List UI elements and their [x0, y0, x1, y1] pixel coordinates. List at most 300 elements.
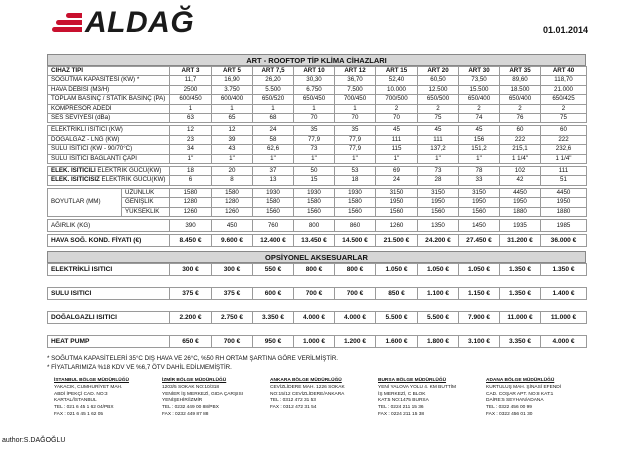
cell-value: 4.000 €: [335, 312, 376, 324]
cell-value: 137,2: [418, 145, 459, 154]
cell-value: 375 €: [212, 288, 253, 300]
cell-value: 450: [212, 220, 253, 232]
cell-value: 75: [541, 114, 587, 123]
cell-value: 1450: [459, 220, 500, 232]
cell-value: 13.450 €: [294, 235, 335, 247]
row-label: SULU ISITICI BAĞLANTI ÇAPI: [48, 154, 170, 163]
cell-value: 18: [335, 176, 376, 185]
office-line: DAİRE:5 SEYHAN/ADANA: [486, 398, 544, 404]
cell-value: 63: [170, 114, 212, 123]
model-header: ART 40: [541, 67, 587, 76]
cell-value: 1.800 €: [418, 336, 459, 348]
cell-value: 390: [170, 220, 212, 232]
table-row: [48, 145, 587, 154]
cell-value: 8: [212, 176, 253, 185]
office-title: İZMİR BÖLGE MÜDÜRLÜĞÜ: [162, 378, 227, 383]
row-label: BOYUTLAR (MM): [48, 188, 122, 216]
accessory-row: [48, 288, 587, 300]
cell-value: 14.500 €: [335, 235, 376, 247]
cell-value: 35: [335, 126, 376, 135]
cell-value: 3.350 €: [500, 336, 541, 348]
footnote: * FİYATLARIMIZA %18 KDV VE %6,7 ÖTV DAHİL EDİLMEMİŞTİR.: [47, 364, 232, 371]
office-block: [54, 378, 162, 419]
cell-value: 151,2: [459, 145, 500, 154]
cell-value: 1": [294, 154, 335, 163]
cell-value: 30,30: [294, 76, 335, 85]
office-line: TEL : 0224 211 15 36: [378, 405, 424, 411]
table-row: [48, 76, 587, 85]
cell-value: 43: [212, 145, 253, 154]
cell-value: 1": [376, 154, 418, 163]
office-line: ABDİ İPEKÇİ CAD. NO:3: [54, 391, 108, 397]
cell-value: 1930: [294, 188, 335, 197]
office-line: KAT:5 NO:1475 BURSA: [378, 398, 429, 404]
cell-value: 1880: [541, 207, 587, 216]
cell-value: 1260: [170, 207, 212, 216]
cell-value: 1: [170, 104, 212, 113]
table-row: [48, 207, 587, 216]
cell-value: 222: [500, 135, 541, 144]
cell-value: 70: [294, 114, 335, 123]
cell-value: 700/500: [376, 95, 418, 104]
table-row: [48, 220, 587, 232]
cell-value: 4450: [500, 188, 541, 197]
office-block: [486, 378, 594, 419]
cell-value: 1.350 €: [541, 264, 587, 276]
cell-value: 1.050 €: [418, 264, 459, 276]
row-label: AĞIRLIK (KG): [48, 220, 170, 232]
cell-value: 74: [459, 114, 500, 123]
table-row: [48, 188, 587, 197]
office-line: FAX : 0312 472 31 54: [270, 405, 317, 411]
row-sublabel: UZUNLUK: [122, 188, 170, 197]
cell-value: 3.750: [212, 85, 253, 94]
office-line: KARTAL/İSTANBUL: [54, 398, 97, 404]
office-line: CEVİZLİDERE MAH. 1226 SOKAK: [270, 384, 345, 390]
cell-value: 60: [500, 126, 541, 135]
cell-value: 73: [294, 145, 335, 154]
cell-value: 1": [459, 154, 500, 163]
row-label: ELEKTRİKLİ ISITICI (KW): [48, 126, 170, 135]
cell-value: 2: [418, 104, 459, 113]
office-title: İSTANBUL BÖLGE MÜDÜRLÜĞÜ: [54, 378, 129, 383]
cell-value: 3150: [418, 188, 459, 197]
cell-value: 12.500: [418, 85, 459, 94]
row-label: HAVA DEBİSİ (M3/H): [48, 85, 170, 94]
cell-value: 1: [253, 104, 294, 113]
cell-value: 21.000: [541, 85, 587, 94]
cell-value: 1935: [500, 220, 541, 232]
cell-value: 73,50: [459, 76, 500, 85]
cell-value: 1560: [335, 207, 376, 216]
cell-value: 1280: [212, 198, 253, 207]
model-header: ART 20: [418, 67, 459, 76]
row-label: SES SEVİYESİ (dBa): [48, 114, 170, 123]
cell-value: 1930: [335, 188, 376, 197]
cell-value: 23: [170, 135, 212, 144]
cell-value: 700 €: [335, 288, 376, 300]
office-line: FAX : 0322 456 01 30: [486, 411, 533, 417]
models-header: CİHAZ TİPİ: [48, 67, 170, 76]
cell-value: 1.400 €: [541, 288, 587, 300]
office-line: FAX : 0232 449 87 88: [162, 411, 209, 417]
table-row: [48, 198, 587, 207]
cell-value: 800 €: [294, 264, 335, 276]
cell-value: 15: [294, 176, 335, 185]
row-label: DOĞALGAZ - LNG (KW): [48, 135, 170, 144]
cell-value: 1 1/4": [500, 154, 541, 163]
row-label: ELEKTRİKLİ ISITICI: [48, 264, 170, 276]
cell-value: 650 €: [170, 336, 212, 348]
cell-value: 650/425: [541, 95, 587, 104]
office-line: 1203/5 SOKAK NO:10/318: [162, 384, 220, 390]
cell-value: 1": [212, 154, 253, 163]
cell-value: 222: [541, 135, 587, 144]
cell-value: 27.450 €: [459, 235, 500, 247]
table-row: [48, 126, 587, 135]
office-line: TEL : 021 6 45 1 62 04/PBX: [54, 405, 114, 411]
cell-value: 36.000 €: [541, 235, 587, 247]
cell-value: 1": [418, 154, 459, 163]
office-line: TEL : 0312 472 31 53: [270, 398, 316, 404]
model-header: ART 15: [376, 67, 418, 76]
cell-value: 2500: [170, 85, 212, 94]
cell-value: 2.750 €: [212, 312, 253, 324]
cell-value: 6: [170, 176, 212, 185]
cell-value: 111: [541, 167, 587, 176]
cell-value: 11,7: [170, 76, 212, 85]
cell-value: 1.100 €: [418, 288, 459, 300]
row-label: DOĞALGAZLI ISITICI: [48, 312, 170, 324]
cell-value: 1950: [500, 198, 541, 207]
cell-value: 1.050 €: [459, 264, 500, 276]
cell-value: 1 1/4": [541, 154, 587, 163]
regional-offices: [54, 378, 594, 419]
cell-value: 34: [170, 145, 212, 154]
cell-value: 60,50: [418, 76, 459, 85]
cell-value: 45: [459, 126, 500, 135]
cell-value: 111: [418, 135, 459, 144]
cell-value: 2: [500, 104, 541, 113]
row-label-bold: ELEK. ISITICILI: [51, 167, 96, 175]
row-label: HAVA SOĞ. KOND. FİYATI (€): [48, 235, 170, 247]
row-label: SULU ISITICI: [48, 288, 170, 300]
cell-value: 45: [418, 126, 459, 135]
cell-value: 77,9: [294, 135, 335, 144]
logo-icon: [52, 11, 82, 35]
cell-value: 31.200 €: [500, 235, 541, 247]
cell-value: 300 €: [170, 264, 212, 276]
cell-value: 21.500 €: [376, 235, 418, 247]
cell-value: 760: [253, 220, 294, 232]
cell-value: 600/450: [170, 95, 212, 104]
cell-value: 1.350 €: [500, 264, 541, 276]
cell-value: 42: [500, 176, 541, 185]
model-header: ART 5: [212, 67, 253, 76]
row-label: SOĞUTMA KAPASİTESİ (KW) *: [48, 76, 170, 85]
table-row: [48, 167, 587, 176]
cell-value: 1580: [253, 198, 294, 207]
cell-value: 860: [335, 220, 376, 232]
optional-accessories-table: [47, 263, 587, 348]
cell-value: 102: [500, 167, 541, 176]
cell-value: 650/450: [294, 95, 335, 104]
office-block: [270, 378, 378, 419]
cell-value: 7.900 €: [459, 312, 500, 324]
cell-value: 700/450: [335, 95, 376, 104]
office-line: KURTULUŞ MAH. ŞİNASİ EFENDİ: [486, 384, 562, 390]
cell-value: 18: [170, 167, 212, 176]
cell-value: 1": [170, 154, 212, 163]
cell-value: 50: [294, 167, 335, 176]
cell-value: 300 €: [212, 264, 253, 276]
cell-value: 60: [541, 126, 587, 135]
cell-value: 18.500: [500, 85, 541, 94]
brand-logo: [52, 8, 194, 38]
office-line: YAKACIK, CUMHURİYET MAH.: [54, 384, 123, 390]
cell-value: 45: [376, 126, 418, 135]
cell-value: 800: [294, 220, 335, 232]
cell-value: 1260: [376, 220, 418, 232]
cell-value: 24: [376, 176, 418, 185]
cell-value: 1.000 €: [294, 336, 335, 348]
cell-value: 950 €: [253, 336, 294, 348]
cell-value: 3.100 €: [459, 336, 500, 348]
office-title: ANKARA BÖLGE MÜDÜRLÜĞÜ: [270, 378, 342, 383]
brand-name: ALDAĞ: [85, 6, 195, 39]
cell-value: 1: [294, 104, 335, 113]
cell-value: 650/500: [418, 95, 459, 104]
row-label: [48, 176, 170, 185]
row-label: [48, 167, 170, 176]
cell-value: 1560: [253, 207, 294, 216]
spec-table: [47, 66, 587, 247]
cell-value: 12: [170, 126, 212, 135]
cell-value: 5.500 €: [376, 312, 418, 324]
cell-value: 11.000 €: [541, 312, 587, 324]
cell-value: 800 €: [335, 264, 376, 276]
cell-value: 1: [335, 104, 376, 113]
cell-value: 650/520: [253, 95, 294, 104]
cell-value: 58: [253, 135, 294, 144]
cell-value: 5.500 €: [418, 312, 459, 324]
cell-value: 51: [541, 176, 587, 185]
accessory-row: [48, 264, 587, 276]
cell-value: 1580: [170, 188, 212, 197]
cell-value: 77,9: [335, 135, 376, 144]
office-title: ADANA BÖLGE MÜDÜRLÜĞÜ: [486, 378, 555, 383]
cell-value: 24: [253, 126, 294, 135]
cell-value: 24.200 €: [418, 235, 459, 247]
office-line: FAX : 0224 211 15 38: [378, 411, 425, 417]
model-header: ART 30: [459, 67, 500, 76]
cell-value: 850 €: [376, 288, 418, 300]
cell-value: 1": [253, 154, 294, 163]
row-sublabel: YÜKSEKLİK: [122, 207, 170, 216]
price-sheet: [47, 54, 586, 348]
cell-value: 1560: [459, 207, 500, 216]
cell-value: 3150: [459, 188, 500, 197]
header-row: [48, 67, 587, 76]
model-header: ART 3: [170, 67, 212, 76]
row-label: TOPLAM BASINÇ / STATİK BASINÇ (PA): [48, 95, 170, 104]
office-line: YENİER İŞ MERKEZİ, GIDA ÇARŞISI: [162, 391, 244, 397]
cell-value: 68: [253, 114, 294, 123]
cell-value: 37: [253, 167, 294, 176]
cell-value: 1": [335, 154, 376, 163]
table-row: [48, 154, 587, 163]
cell-value: 1930: [253, 188, 294, 197]
cell-value: 2: [376, 104, 418, 113]
cell-value: 6.750: [294, 85, 335, 94]
cell-value: 1580: [212, 188, 253, 197]
cell-value: 232,6: [541, 145, 587, 154]
accessory-row: [48, 312, 587, 324]
cell-value: 1560: [376, 207, 418, 216]
cell-value: 7.500: [335, 85, 376, 94]
table-row: [48, 176, 587, 185]
cell-value: 75: [418, 114, 459, 123]
cell-value: 700 €: [212, 336, 253, 348]
cell-value: 77,9: [335, 145, 376, 154]
cell-value: 1880: [500, 207, 541, 216]
row-label: SULU ISITICI (KW - 90/70°C): [48, 145, 170, 154]
cell-value: 33: [459, 176, 500, 185]
cell-value: 3150: [376, 188, 418, 197]
cell-value: 1280: [170, 198, 212, 207]
optional-accessories-title: OPSİYONEL AKSESUARLAR: [47, 251, 586, 263]
cell-value: 9.600 €: [212, 235, 253, 247]
office-block: [162, 378, 270, 419]
office-block: [378, 378, 486, 419]
cell-value: 1950: [459, 198, 500, 207]
cell-value: 11.000 €: [500, 312, 541, 324]
cell-value: 4.000 €: [541, 336, 587, 348]
cell-value: 4.000 €: [294, 312, 335, 324]
cell-value: 2.200 €: [170, 312, 212, 324]
cell-value: 600 €: [253, 288, 294, 300]
cell-value: 52,40: [376, 76, 418, 85]
cell-value: 215,1: [500, 145, 541, 154]
cell-value: 156: [459, 135, 500, 144]
cell-value: 26,20: [253, 76, 294, 85]
table-row: [48, 135, 587, 144]
cell-value: 118,70: [541, 76, 587, 85]
cell-value: 1350: [418, 220, 459, 232]
cell-value: 2: [459, 104, 500, 113]
cell-value: 12: [212, 126, 253, 135]
cell-value: 70: [376, 114, 418, 123]
table-row: [48, 85, 587, 94]
cell-value: 89,60: [500, 76, 541, 85]
sheet-title: ART - ROOFTOP TİP KLİMA CİHAZLARI: [47, 54, 586, 66]
cell-value: 3.350 €: [253, 312, 294, 324]
footnotes: [47, 354, 338, 372]
cell-value: 1985: [541, 220, 587, 232]
cell-value: 53: [335, 167, 376, 176]
row-label-rest: ELEKTRİK GÜCÜ(KW): [99, 176, 166, 184]
cell-value: 650/400: [500, 95, 541, 104]
cell-value: 15.500: [459, 85, 500, 94]
model-header: ART 10: [294, 67, 335, 76]
cell-value: 28: [418, 176, 459, 185]
cell-value: 700 €: [294, 288, 335, 300]
cell-value: 76: [500, 114, 541, 123]
cell-value: 1560: [294, 207, 335, 216]
cell-value: 1580: [335, 198, 376, 207]
cell-value: 78: [459, 167, 500, 176]
cell-value: 1950: [541, 198, 587, 207]
office-line: FAX : 021 6 45 1 62 05: [54, 411, 104, 417]
table-row: [48, 95, 587, 104]
accessory-row: [48, 336, 587, 348]
cell-value: 5.500: [253, 85, 294, 94]
cell-value: 1950: [376, 198, 418, 207]
cell-value: 16,90: [212, 76, 253, 85]
cell-value: 8.450 €: [170, 235, 212, 247]
cell-value: 1580: [294, 198, 335, 207]
model-header: ART 35: [500, 67, 541, 76]
cell-value: 115: [376, 145, 418, 154]
office-line: CAD. COŞAR APT. NO:8 KAT:1: [486, 391, 554, 397]
cell-value: 1.350 €: [500, 288, 541, 300]
cell-value: 10.000: [376, 85, 418, 94]
cell-value: 1950: [418, 198, 459, 207]
office-title: BURSA BÖLGE MÜDÜRLÜĞÜ: [378, 378, 447, 383]
cell-value: 36,70: [335, 76, 376, 85]
cell-value: 69: [376, 167, 418, 176]
office-line: YENİŞEHİR/İZMİR: [162, 398, 203, 404]
cell-value: 600/400: [212, 95, 253, 104]
row-sublabel: GENİŞLİK: [122, 198, 170, 207]
table-row: [48, 114, 587, 123]
model-header: ART 7,5: [253, 67, 294, 76]
model-header: ART 12: [335, 67, 376, 76]
cell-value: 1.200 €: [335, 336, 376, 348]
row-label-rest: ELEKTRİK GÜCÜ(KW): [95, 167, 162, 175]
price-row: [48, 235, 587, 247]
cell-value: 1260: [212, 207, 253, 216]
cell-value: 12.400 €: [253, 235, 294, 247]
cell-value: 1.050 €: [376, 264, 418, 276]
office-line: TEL : 0322 456 00 99: [486, 405, 532, 411]
office-line: YENİ YALOVA YOLU 4. KM BUTTİM: [378, 384, 457, 390]
cell-value: 1.600 €: [376, 336, 418, 348]
cell-value: 550 €: [253, 264, 294, 276]
cell-value: 70: [335, 114, 376, 123]
office-line: İŞ MERKEZİ, C BLOK: [378, 391, 426, 397]
footnote: * SOĞUTMA KAPASİTELERİ 35°C DIŞ HAVA VE 26°C, %50 RH ORTAM ŞARTINA GÖRE VERİLMİŞTİR.: [47, 355, 339, 362]
row-label: HEAT PUMP: [48, 336, 170, 348]
cell-value: 1: [212, 104, 253, 113]
cell-value: 1560: [418, 207, 459, 216]
cell-value: 1.150 €: [459, 288, 500, 300]
cell-value: 650/400: [459, 95, 500, 104]
document-date: 01.01.2014: [542, 25, 588, 35]
table-row: [48, 104, 587, 113]
cell-value: 62,6: [253, 145, 294, 154]
cell-value: 65: [212, 114, 253, 123]
cell-value: 375 €: [170, 288, 212, 300]
office-line: NO:15/12 CEVİZLİDERE/ANKARA: [270, 391, 345, 397]
cell-value: 20: [212, 167, 253, 176]
cell-value: 111: [376, 135, 418, 144]
cell-value: 2: [541, 104, 587, 113]
cell-value: 35: [294, 126, 335, 135]
row-label: KOMPRESÖR ADEDİ: [48, 104, 170, 113]
cell-value: 73: [418, 167, 459, 176]
cell-value: 4450: [541, 188, 587, 197]
